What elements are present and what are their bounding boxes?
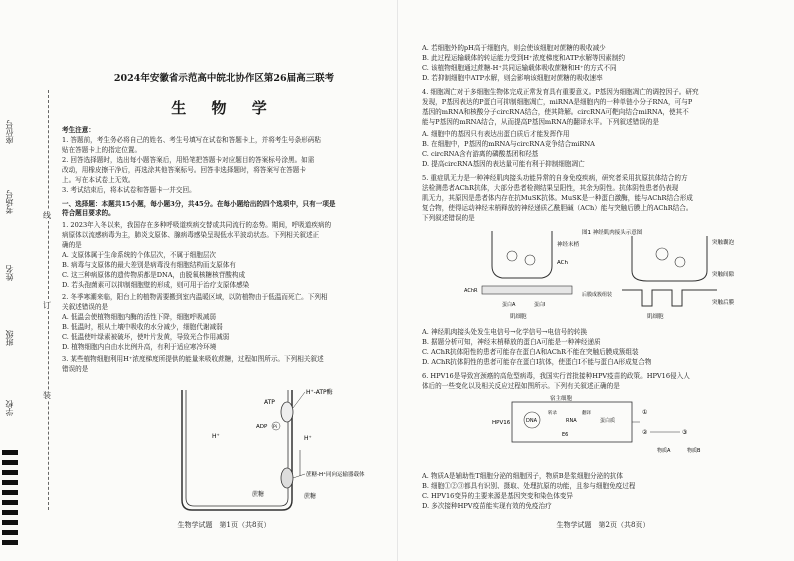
option-line: B. 据题分析可知，神经末梢释放的蛋白A可能是一种神经递质 xyxy=(422,338,601,346)
note-line: 1. 答题前，考生务必将自己的姓名、考生号填写在试卷和答题卡上，并将考生号条形码粘 xyxy=(62,136,321,144)
option-line: D. 若头孢菌素可以抑制细胞壁的形成，则可用于治疗支原体感染 xyxy=(62,281,250,289)
page-1-footer: 生物学试题 第1页（共8页） xyxy=(177,521,271,529)
adp-label: ADP xyxy=(256,424,268,430)
muscle-label: 肌细胞 xyxy=(510,314,527,320)
margin-label-seat: 座位号 xyxy=(5,120,14,144)
subject-title: 生 物 学 xyxy=(171,99,277,117)
note-line: 改动，用橡皮擦干净后，再选涂其他答案标号。回答非选择题时，将答案写在答题卡 xyxy=(62,166,306,174)
note-line: 贴在答题卡上的指定位置。 xyxy=(62,146,142,154)
section-heading-cont: 符合题目要求的。 xyxy=(62,209,115,217)
question-line: 肌无力，其原因是患者体内存在抗MuSK抗体。MuSK是一种蛋白激酶，能与AChR结合形成 xyxy=(422,194,693,202)
pi-label: Pi xyxy=(273,425,277,430)
question-line: 4. 细胞凋亡对于多细胞生物体完成正常发育具有重要意义。P基因为细胞凋亡的调控因子。研究 xyxy=(422,88,699,96)
margin-label-school: 学校 xyxy=(5,400,14,416)
option-line: A. 物质A是辅助性T细胞分泌的细胞因子，物质B是浆细胞分泌的抗体 xyxy=(422,472,623,480)
question-line: 5. 重症肌无力是一种神经肌肉接头功能异常的自身免疫疾病，研究者采用抗原抗体结合的方 xyxy=(422,174,688,182)
question-line: 3. 某些植物细胞利用H⁺浓度梯度所提供的能量来吸收蔗糖，过程如图所示。下列相关叙述 xyxy=(62,355,324,363)
option-line: D. 若抑制细胞中ATP水解，则会影响该细胞对蔗糖的吸收速率 xyxy=(422,74,603,82)
host-cell-label: 宿主细胞 xyxy=(550,396,573,402)
option-line: C. 该植物细胞通过蔗糖-H⁺共同运输载体吸收蔗糖和H⁺的方式不同 xyxy=(422,64,617,72)
option-line: D. AChR抗体阴性的患者可能存在蛋白I抗体，使蛋白I不能与蛋白A形成复合物 xyxy=(422,358,652,366)
barcode-stripe xyxy=(2,450,18,550)
option-line: D. 植物细胞内自由水比例升高，有利于适应寒冷环境 xyxy=(62,343,217,351)
question-line: 发现，P基因表达的P蛋白可抑制细胞凋亡，miRNA是细胞内的一种单链小分子RNA，可与P xyxy=(422,98,693,106)
cut-word-line: 线 xyxy=(43,211,51,220)
cotransporter-label: 蔗糖-H⁺同向运输器载体 xyxy=(306,472,365,478)
question-line: 下列叙述错误的是 xyxy=(422,214,475,222)
page-2-footer: 生物学试题 第2页（共8页） xyxy=(556,521,650,529)
margin-label-name: 姓名 xyxy=(5,265,14,281)
substance-b-label: 物质B xyxy=(687,448,701,454)
notes-heading: 考生注意： xyxy=(62,126,95,134)
question-line: 体后的一些变化以及相关反应过程如图所示。下列有关叙述正确的是 xyxy=(422,382,620,390)
option-line: B. 细胞①②③都具有识别、摄取、处理抗原的功能，且参与细胞免疫过程 xyxy=(422,482,636,490)
binding-margin xyxy=(0,0,58,561)
note-line: 2. 回答选择题时，选出每小题答案后，用铅笔把答题卡对应题目的答案标号涂黑。如需 xyxy=(62,156,315,164)
e6-label: E6 xyxy=(562,432,569,438)
achr-label: AChR xyxy=(464,288,478,294)
option-line: D. 提高circRNA基因的表达量可能有利于抑制细胞凋亡 xyxy=(422,160,585,168)
protein-label: 蛋白质 xyxy=(600,418,616,424)
figure-title: 图1 神经肌肉接头示意图 xyxy=(582,230,643,236)
option-line: B. 此过程运输载体的转运能力受到H⁺浓度梯度和ATP水解等因素制约 xyxy=(422,54,625,62)
post-membrane-label: 突触后膜 xyxy=(712,300,735,306)
question-line: 2. 冬季寒潮来临，阳台上的植物需要搬到室内温暖区域，以防植物由于低温而死亡。下列相 xyxy=(62,293,328,301)
neuromuscular-junction-figure xyxy=(462,226,762,324)
substance-a-label: 物质A xyxy=(657,448,671,454)
cut-word-install: 装 xyxy=(43,391,51,400)
option-line: C. circRNA含有游离的磷酸基团和羟基 xyxy=(422,150,539,158)
page-2 xyxy=(397,0,794,561)
option-line: A. 支原体属于生命系统的个体层次，不属于细胞层次 xyxy=(62,251,217,259)
question-line: 基因的mRNA和核酸分子circRNA结合，使其降解。circRNA可靶向结合miRNA，使其不 xyxy=(422,108,689,116)
margin-label-class: 班级 xyxy=(5,330,14,346)
axon-label: 神经末梢 xyxy=(557,242,580,248)
h-ion-outside-label: H⁺ xyxy=(304,435,312,442)
question-line: 病原体以流感病毒为主，肺炎支原体、腺病毒感染呈现低水平波动状态。下列相关叙述正 xyxy=(62,231,320,239)
question-line: 1. 2023年入冬以来，我国存在多种呼吸道疾病交替或共同流行的态势。期间，呼吸道疾病的 xyxy=(62,221,332,229)
sucrose-inside-label: 蔗糖 xyxy=(252,491,265,498)
sucrose-transport-figure xyxy=(172,380,372,515)
option-line: A. 神经肌肉接头处发生电信号→化学信号→电信号的转换 xyxy=(422,328,588,336)
hpv-immune-figure xyxy=(492,394,722,468)
option-line: C. 这三种病原体的遗传物质都是DNA，由脱氧核糖核苷酸构成 xyxy=(62,271,246,279)
question-line: 能与P基因的mRNA结合，从而提高P基因mRNA的翻译水平。下列叙述错误的是 xyxy=(422,118,659,126)
option-line: B. 病毒与支原体的最大差别是病毒没有细胞结构而支原体有 xyxy=(62,261,236,269)
rna-label: RNA xyxy=(566,418,577,424)
option-line: C. 低温使叶绿素被破坏，使叶片发黄，导致光合作用减弱 xyxy=(62,333,230,341)
cell-1-label: ① xyxy=(642,409,648,416)
option-line: D. 多次接种HPV疫苗能实现有效的免疫治疗 xyxy=(422,502,552,510)
option-line: C. AChR抗体阳性的患者可能存在蛋白A和AChR不能在突触后膜成簇组装 xyxy=(422,348,639,356)
option-line: A. 细胞中的基因只有表达出蛋白质后才能发挥作用 xyxy=(422,130,570,138)
cell-3-label: ③ xyxy=(682,429,688,436)
cluster-label: 后膜成簇组装 xyxy=(582,292,613,298)
vesicle-label: 突触囊泡 xyxy=(712,240,735,246)
translation-label: 翻译 xyxy=(582,411,591,416)
option-line: C. HPV16变异的主要来源是基因突变和染色体变异 xyxy=(422,492,574,500)
protein-i-label: 蛋白I xyxy=(534,302,546,308)
cleft-label: 突触间隙 xyxy=(712,272,735,278)
exam-title: 2024年安徽省示范高中皖北协作区第26届高三联考 xyxy=(113,73,335,84)
question-line: 确的是 xyxy=(62,241,82,249)
section-heading: 一、选择题：本题共15小题，每小题3分，共45分。在每小题给出的四个选项中，只有一项是 xyxy=(62,200,336,208)
protein-a-label: 蛋白A xyxy=(502,302,516,308)
hpv-label: HPV16 xyxy=(492,420,511,426)
pump-label: H⁺-ATP酶 xyxy=(306,389,333,396)
option-line: A. 低温会使植物细胞内酶的活性下降，细胞呼吸减弱 xyxy=(62,313,217,321)
sucrose-outside-label: 蔗糖 xyxy=(304,493,317,500)
margin-label-room: 考场号 xyxy=(5,190,14,214)
option-line: B. 在细胞中，P基因的mRNA与circRNA竞争结合miRNA xyxy=(422,140,595,148)
h-ion-label: H⁺ xyxy=(212,433,220,440)
question-line: 6. HPV16是导致宫颈癌的高危型病毒，我国实行首批接种HPV疫苗的政策。HPV16侵入人 xyxy=(422,372,690,380)
question-line: 关叙述错误的是 xyxy=(62,303,109,311)
question-line: 法检测患者AChR抗体，大部分患者检测结果呈阳性，其余为阴性。抗体阴性患者仍表现 xyxy=(422,184,679,192)
question-line: 错误的是 xyxy=(62,365,89,373)
muscle-label-right: 肌细胞 xyxy=(647,314,664,320)
option-line: A. 若细胞外的pH高于细胞内，则会使该细胞对蔗糖的吸收减少 xyxy=(422,44,606,52)
atp-label: ATP xyxy=(264,399,275,406)
note-line: 上。写在本试卷上无效。 xyxy=(62,176,135,184)
option-line: B. 低温时，根从土壤中吸收的水分减少，细胞代谢减弱 xyxy=(62,323,223,331)
cell-2-label: ② xyxy=(642,429,648,436)
ach-label: ACh xyxy=(557,260,568,266)
transcription-label: 转录 xyxy=(548,411,557,416)
cut-word-bind: 订 xyxy=(43,301,51,310)
question-line: 复合物，使得运动神经末梢释放的神经递质乙酰胆碱（ACh）能与突触后膜上的AChR结合。 xyxy=(422,204,693,212)
note-line: 3. 考试结束后，将本试卷和答题卡一并交回。 xyxy=(62,186,196,194)
dna-label: DNA xyxy=(526,418,538,424)
